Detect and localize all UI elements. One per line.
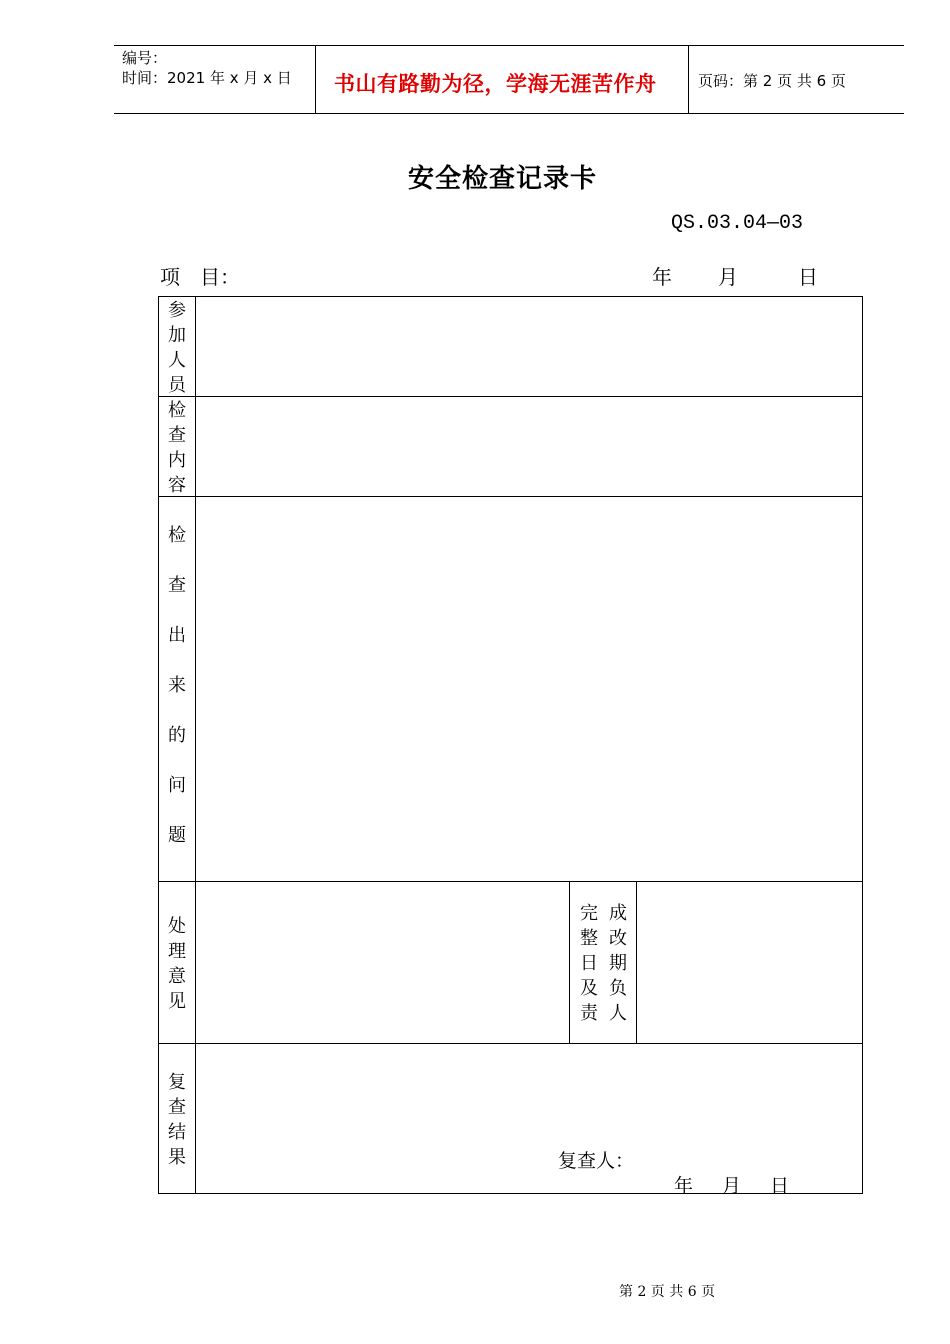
footer-page-number: 第 2 页 共 6 页 bbox=[619, 1284, 716, 1300]
serial-number-label: 编号： bbox=[122, 49, 168, 67]
date-month-label: 月 bbox=[718, 265, 738, 289]
deadline-label-col1: 完 整 日 及 责 bbox=[580, 903, 598, 1024]
page-info: 页码：第 2 页 共 6 页 bbox=[698, 72, 846, 90]
review-date-day: 日 bbox=[770, 1175, 790, 1197]
record-table bbox=[158, 296, 863, 1194]
participants-label: 参 加 人 员 bbox=[168, 300, 186, 396]
deadline-label-col2: 成 改 期 负 人 bbox=[609, 903, 627, 1024]
date-year-label: 年 bbox=[652, 265, 672, 289]
row-divider-4 bbox=[158, 1043, 863, 1044]
document-code: QS.03.04—03 bbox=[671, 212, 804, 235]
date-day-label: 日 bbox=[798, 265, 818, 289]
label-column-divider bbox=[195, 296, 196, 1194]
review-date-month: 月 bbox=[722, 1175, 742, 1197]
review-date-year: 年 bbox=[674, 1175, 694, 1197]
handling-opinion-label: 处 理 意 见 bbox=[168, 916, 186, 1012]
reviewer-label: 复查人： bbox=[558, 1150, 635, 1172]
header-top-rule bbox=[114, 45, 904, 46]
header-motto: 书山有路勤为径，学海无涯苦作舟 bbox=[334, 71, 657, 96]
handling-divider-a bbox=[569, 881, 570, 1043]
row-divider-3 bbox=[158, 881, 863, 882]
time-label: 时间：2021 年 x 月 x 日 bbox=[122, 69, 292, 87]
content-label: 检 查 内 容 bbox=[168, 400, 186, 496]
problems-label: 检 查 出 来 的 问 题 bbox=[168, 525, 186, 846]
header-divider-left bbox=[315, 45, 316, 113]
row-divider-1 bbox=[158, 396, 863, 397]
project-label: 项 目： bbox=[160, 265, 240, 289]
document-title: 安全检查记录卡 bbox=[408, 164, 598, 194]
header-bottom-rule bbox=[114, 113, 904, 114]
review-result-label: 复 查 结 果 bbox=[168, 1072, 186, 1168]
row-divider-2 bbox=[158, 496, 863, 497]
header-divider-right bbox=[688, 45, 689, 113]
handling-divider-b bbox=[636, 881, 637, 1043]
